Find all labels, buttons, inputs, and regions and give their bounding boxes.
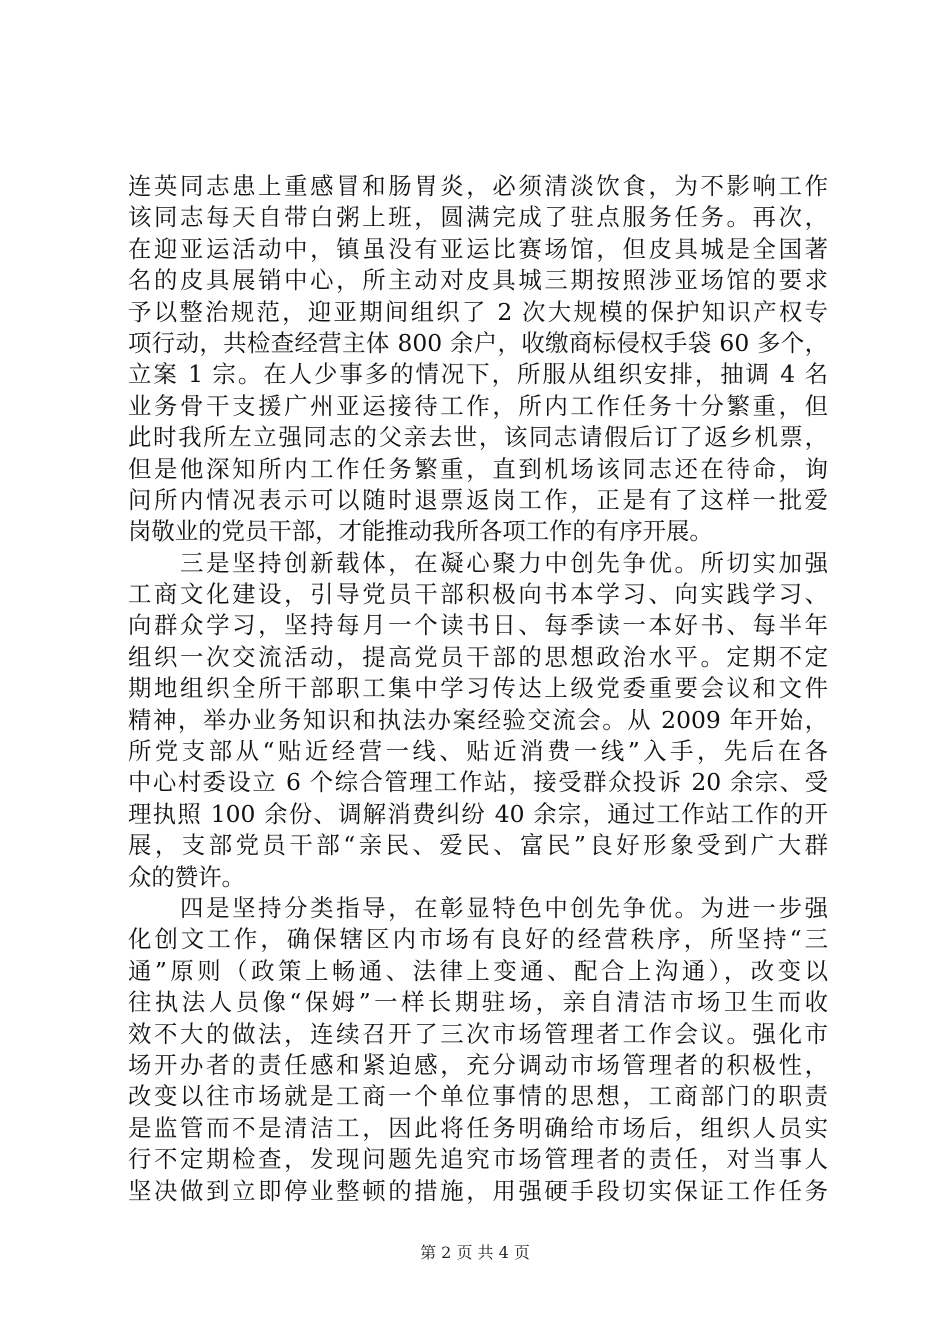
text-line: 行不定期检查，发现问题先追究市场管理者的责任，对当事人 [128,1145,828,1174]
text-line: 工商文化建设，引导党员干部积极向书本学习、向实践学习、 [128,580,828,609]
text-line: 理执照 100 余份、调解消费纠纷 40 余宗，通过工作站工作的开 [128,799,828,828]
text-line: 问所内情况表示可以随时退票返岗工作，正是有了这样一批爱 [128,485,828,514]
text-line: 岗敬业的党员干部，才能推动我所各项工作的有序开展。 [128,517,713,546]
page-footer [0,1240,950,1263]
text-line: 但是他深知所内工作任务繁重，直到机场该同志还在待命，询 [128,454,828,483]
paragraph-1 [128,171,828,548]
text-line: 化创文工作，确保辖区内市场有良好的经营秩序，所坚持“三 [128,925,828,954]
document-body [128,171,828,1207]
text-line: 效不大的做法，连续召开了三次市场管理者工作会议。强化市 [128,1019,828,1048]
text-line: 展，支部党员干部“亲民、爱民、富民”良好形象受到广大群 [128,831,828,860]
text-line: 通”原则（政策上畅通、法律上变通、配合上沟通），改变以 [128,956,828,985]
text-line: 立案 1 宗。在人少事多的情况下，所服从组织安排，抽调 4 名 [128,360,828,389]
text-line: 在迎亚运活动中，镇虽没有亚运比赛场馆，但皮具城是全国著 [128,234,828,263]
text-line: 往执法人员像“保姆”一样长期驻场，亲自清洁市场卫生而收 [128,988,828,1017]
text-line: 坚决做到立即停业整顿的措施，用强硬手段切实保证工作任务 [128,1176,828,1205]
text-line: 业务骨干支援广州亚运接待工作，所内工作任务十分繁重，但 [128,391,828,420]
text-line: 名的皮具展销中心，所主动对皮具城三期按照涉亚场馆的要求 [128,266,828,295]
paragraph-3 [128,893,828,1207]
text-line: 三是坚持创新载体，在凝心聚力中创先争优。所切实加强 [128,548,828,577]
text-line: 是监管而不是清洁工，因此将任务明确给市场后，组织人员实 [128,1113,828,1142]
text-line: 连英同志患上重感冒和肠胃炎，必须清淡饮食，为不影响工作 [128,172,828,200]
page-number: 第 2 页 共 4 页 [420,1243,530,1262]
text-line: 期地组织全所干部职工集中学习传达上级党委重要会议和文件 [128,674,828,703]
text-line: 向群众学习，坚持每月一个读书日、每季读一本好书、每半年 [128,611,828,640]
text-line: 精神，举办业务知识和执法办案经验交流会。从 2009 年开始， [128,705,828,734]
text-line: 该同志每天自带白粥上班，圆满完成了驻点服务任务。再次， [128,203,828,232]
text-line: 所党支部从“贴近经营一线、贴近消费一线”入手，先后在各 [128,737,828,766]
text-line: 改变以往市场就是工商一个单位事情的思想，工商部门的职责 [128,1082,828,1111]
text-line: 场开办者的责任感和紧迫感，充分调动市场管理者的积极性， [128,1050,828,1079]
text-line: 予以整治规范，迎亚期间组织了 2 次大规模的保护知识产权专 [128,297,828,326]
text-line: 组织一次交流活动，提高党员干部的思想政治水平。定期不定 [128,642,828,671]
text-line: 众的赞许。 [128,862,245,891]
text-line: 四是坚持分类指导，在彰显特色中创先争优。为进一步强 [128,893,828,922]
text-line: 中心村委设立 6 个综合管理工作站，接受群众投诉 20 余宗、受 [128,768,828,797]
text-line: 此时我所左立强同志的父亲去世，该同志请假后订了返乡机票， [128,423,828,452]
text-line: 项行动，共检查经营主体 800 余户，收缴商标侵权手袋 60 多个， [128,328,828,357]
paragraph-2 [128,548,828,893]
